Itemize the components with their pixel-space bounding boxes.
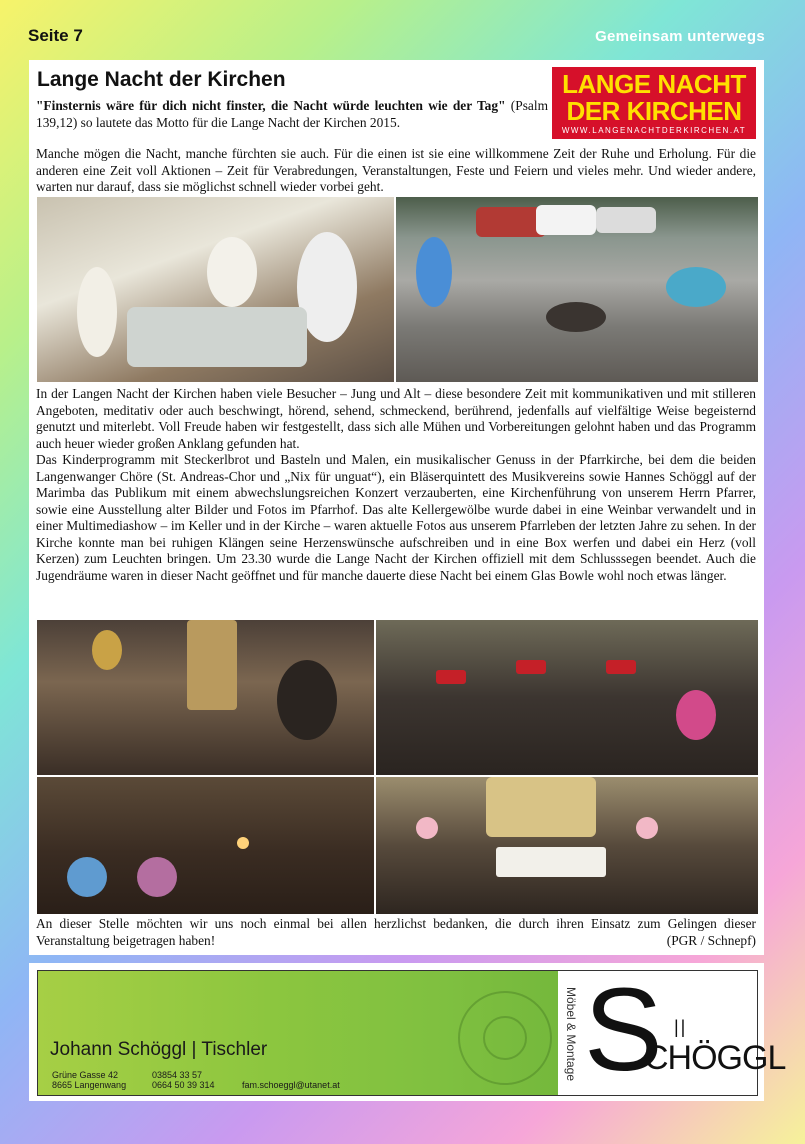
paragraph-program: Das Kinderprogramm mit Steckerlbrot und Basteln und Malen, ein musikalischer Genuss in der Pfarrkirche, bei dem die beiden Langenwanger Chöre (St. Andreas-Chor und „Nix für unguat“), ein Bläserquintett des Musikvereins sowie Hannes Schöggl auf der Marimba das Publikum mit einem abwechslungsreichen Konzert verzauberten, eine Kirchenführung von unserem Herrn Pfarrer, sowie eine Ausstellung alter Bilder und Fotos im Pfarrhof. Das alte Kellergewölbe wurde dabei in eine Weinbar verwandelt und in einer Multimediashow – im Keller und in der Kirche – waren aktuelle Fotos aus unserem Pfarrleben der letzten Jahre zu sehen. In der Kirche konnte man bei ruhigen Klängen seine Herzenswünsche aufschreiben und in eine Box werfen und dabei ein Herz (voll Kerzen) zum Leuchten bringen. Um 23.30 wurde die Lange Nacht der Kirchen offiziell mit dem Schlusssegen beendet. Auch die Jugendräume waren in dieser Nacht geöffnet und für manche dauerte diese Nacht bei einem Glas Bowle wohl noch etwas länger. bbox=[36, 452, 756, 583]
ad-brand-block bbox=[558, 964, 786, 1096]
signature: (PGR / Schnepf) bbox=[666, 932, 756, 948]
motto-quote: "Finsternis wäre für dich nicht finster, die Nacht würde leuchten wie der Tag" bbox=[36, 98, 506, 113]
photo-brass-quintet bbox=[37, 620, 374, 775]
photo-campfire bbox=[396, 197, 758, 382]
logo-line1: LANGE NACHT bbox=[562, 69, 746, 99]
logo-url: WWW.LANGENACHTDERKIRCHEN.AT bbox=[561, 126, 747, 135]
ad-vertical-label: Möbel & Montage bbox=[564, 986, 578, 1082]
photo-choir-altar bbox=[376, 777, 758, 914]
paragraph-thanks bbox=[36, 916, 756, 949]
paragraph-intro: Manche mögen die Nacht, manche fürchten sie auch. Für die einen ist sie eine willkommene Zeit der Ruhe und Erholung. Für die anderen eine Zeit voll Aktionen – Zeit für Verabredungen, Veranstaltungen, Feste und Feiern und vieles mehr. Und wieder andere, warten nur darauf, dass sie möglichst schnell wieder vorbei geht. bbox=[36, 146, 756, 194]
article-title: Lange Nacht der Kirchen bbox=[37, 68, 286, 91]
paragraph-visitors: In der Langen Nacht der Kirchen haben viele Besucher – Jung und Alt – diese besondere Zeit mit kommunikativen und mit stilleren Angeboten, meditativ oder auch beschwingt, hörend, sehend, schmeckend, berührend, jedenfalls auf vielfältige Weise begeisternd genutzt und miterlebt. Voll Freude haben wir festgestellt, dass sich alle Mühen und Vorbereitungen gelohnt haben und das Programm auch heuer wieder großen Anklang gefunden hat. bbox=[36, 386, 756, 451]
ad-address-city: 8665 Langenwang bbox=[52, 1080, 127, 1090]
page-header bbox=[28, 26, 765, 50]
ad-address-street: Grüne Gasse 42 bbox=[52, 1070, 119, 1080]
ad-phones bbox=[152, 1070, 215, 1090]
page-number: Seite 7 bbox=[28, 26, 83, 45]
event-logo bbox=[552, 67, 756, 139]
motto bbox=[36, 98, 548, 131]
ad-phone-2: 0664 50 39 314 bbox=[152, 1080, 215, 1090]
ad-wood-background bbox=[38, 971, 618, 1095]
section-title: Gemeinsam unterwegs bbox=[595, 28, 765, 45]
ad-phone-1: 03854 33 57 bbox=[152, 1070, 203, 1080]
photo-audience-candles bbox=[37, 777, 374, 914]
advertisement bbox=[29, 963, 786, 1101]
photo-choir-red-folders bbox=[376, 620, 758, 775]
ad-company-name: Johann Schöggl | Tischler bbox=[50, 1039, 268, 1060]
ad-frame bbox=[37, 964, 786, 1096]
ad-brand-umlaut: || bbox=[674, 1017, 688, 1037]
ad-brand-name: CHÖGGL bbox=[644, 1039, 786, 1077]
article-panel bbox=[29, 60, 764, 955]
motto-reference: (Psalm 139,12) so lautete das Motto für die Lange Nacht der Kirchen 2015. bbox=[36, 98, 549, 130]
logo-line2: DER KIRCHEN bbox=[566, 96, 742, 126]
photo-children-painting bbox=[37, 197, 394, 382]
thanks-text: An dieser Stelle möchten wir uns noch einmal bei allen herzlichst bedanken, die durch ihren Einsatz zum Gelingen dieser Veranstaltung beigetragen haben! bbox=[36, 916, 756, 948]
paragraph-main bbox=[36, 386, 756, 584]
ad-address bbox=[52, 1070, 126, 1090]
ad-big-s-letter: S bbox=[584, 964, 663, 1096]
ad-email: fam.schoeggl@utanet.at bbox=[242, 1080, 340, 1090]
